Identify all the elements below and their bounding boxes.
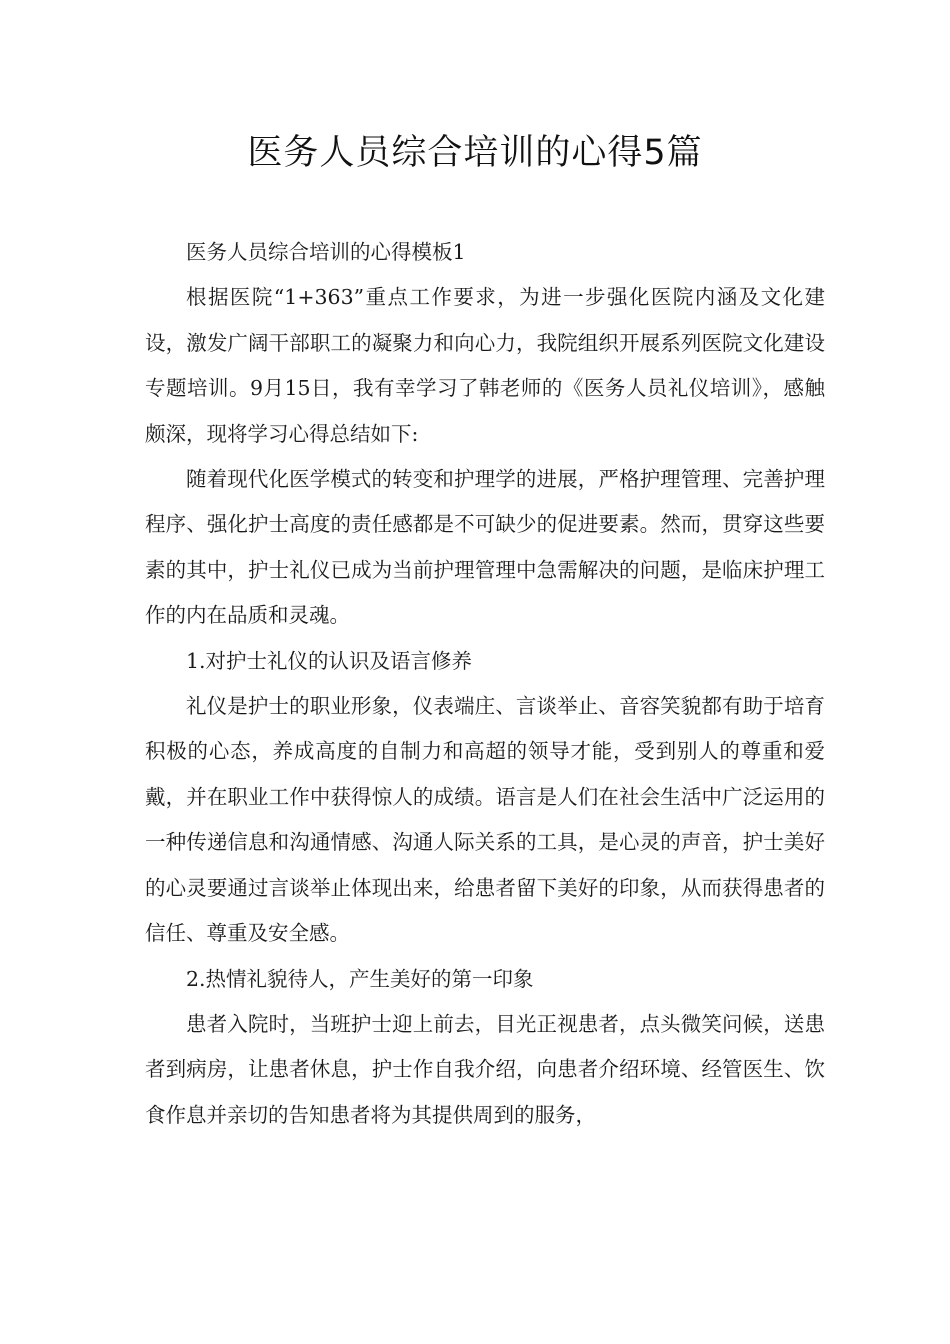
body-paragraph: 礼仪是护士的职业形象，仪表端庄、言谈举止、音容笑貌都有助于培育积极的心态，养成高度的自制力和高超的领导才能，受到别人的尊重和爱戴，并在职业工作中获得惊人的成绩。语言是人们在社会生活中广泛运用的一种传递信息和沟通情感、沟通人际关系的工具，是心灵的声音，护士美好的心灵要通过言谈举止体现出来，给患者留下美好的印象，从而获得患者的信任、尊重及安全感。	[145, 694, 825, 946]
subsection-heading: 1.对护士礼仪的认识及语言修养	[186, 648, 473, 673]
document-body	[145, 230, 825, 1138]
document-title: 医务人员综合培训的心得5篇	[247, 133, 703, 173]
section-heading: 医务人员综合培训的心得模板1	[186, 240, 466, 264]
body-paragraph: 随着现代化医学模式的转变和护理学的进展，严格护理管理、完善护理程序、强化护士高度的责任感都是不可缺少的促进要素。然而，贯穿这些要素的其中，护士礼仪已成为当前护理管理中急需解决的问题，是临床护理工作的内在品质和灵魂。	[145, 467, 825, 628]
body-paragraph: 根据医院“1+363”重点工作要求，为进一步强化医院内涵及文化建设，激发广阔干部职工的凝聚力和向心力，我院组织开展系列医院文化建设专题培训。9月15日，我有幸学习了韩老师的《医务人员礼仪培训》，感触颇深，现将学习心得总结如下:	[145, 285, 825, 446]
subsection-heading: 2.热情礼貌待人，产生美好的第一印象	[186, 966, 534, 991]
body-paragraph: 患者入院时，当班护士迎上前去，目光正视患者，点头微笑问候，送患者到病房，让患者休息，护士作自我介绍，向患者介绍环境、经管医生、饮食作息并亲切的告知患者将为其提供周到的服务，	[145, 1011, 825, 1127]
